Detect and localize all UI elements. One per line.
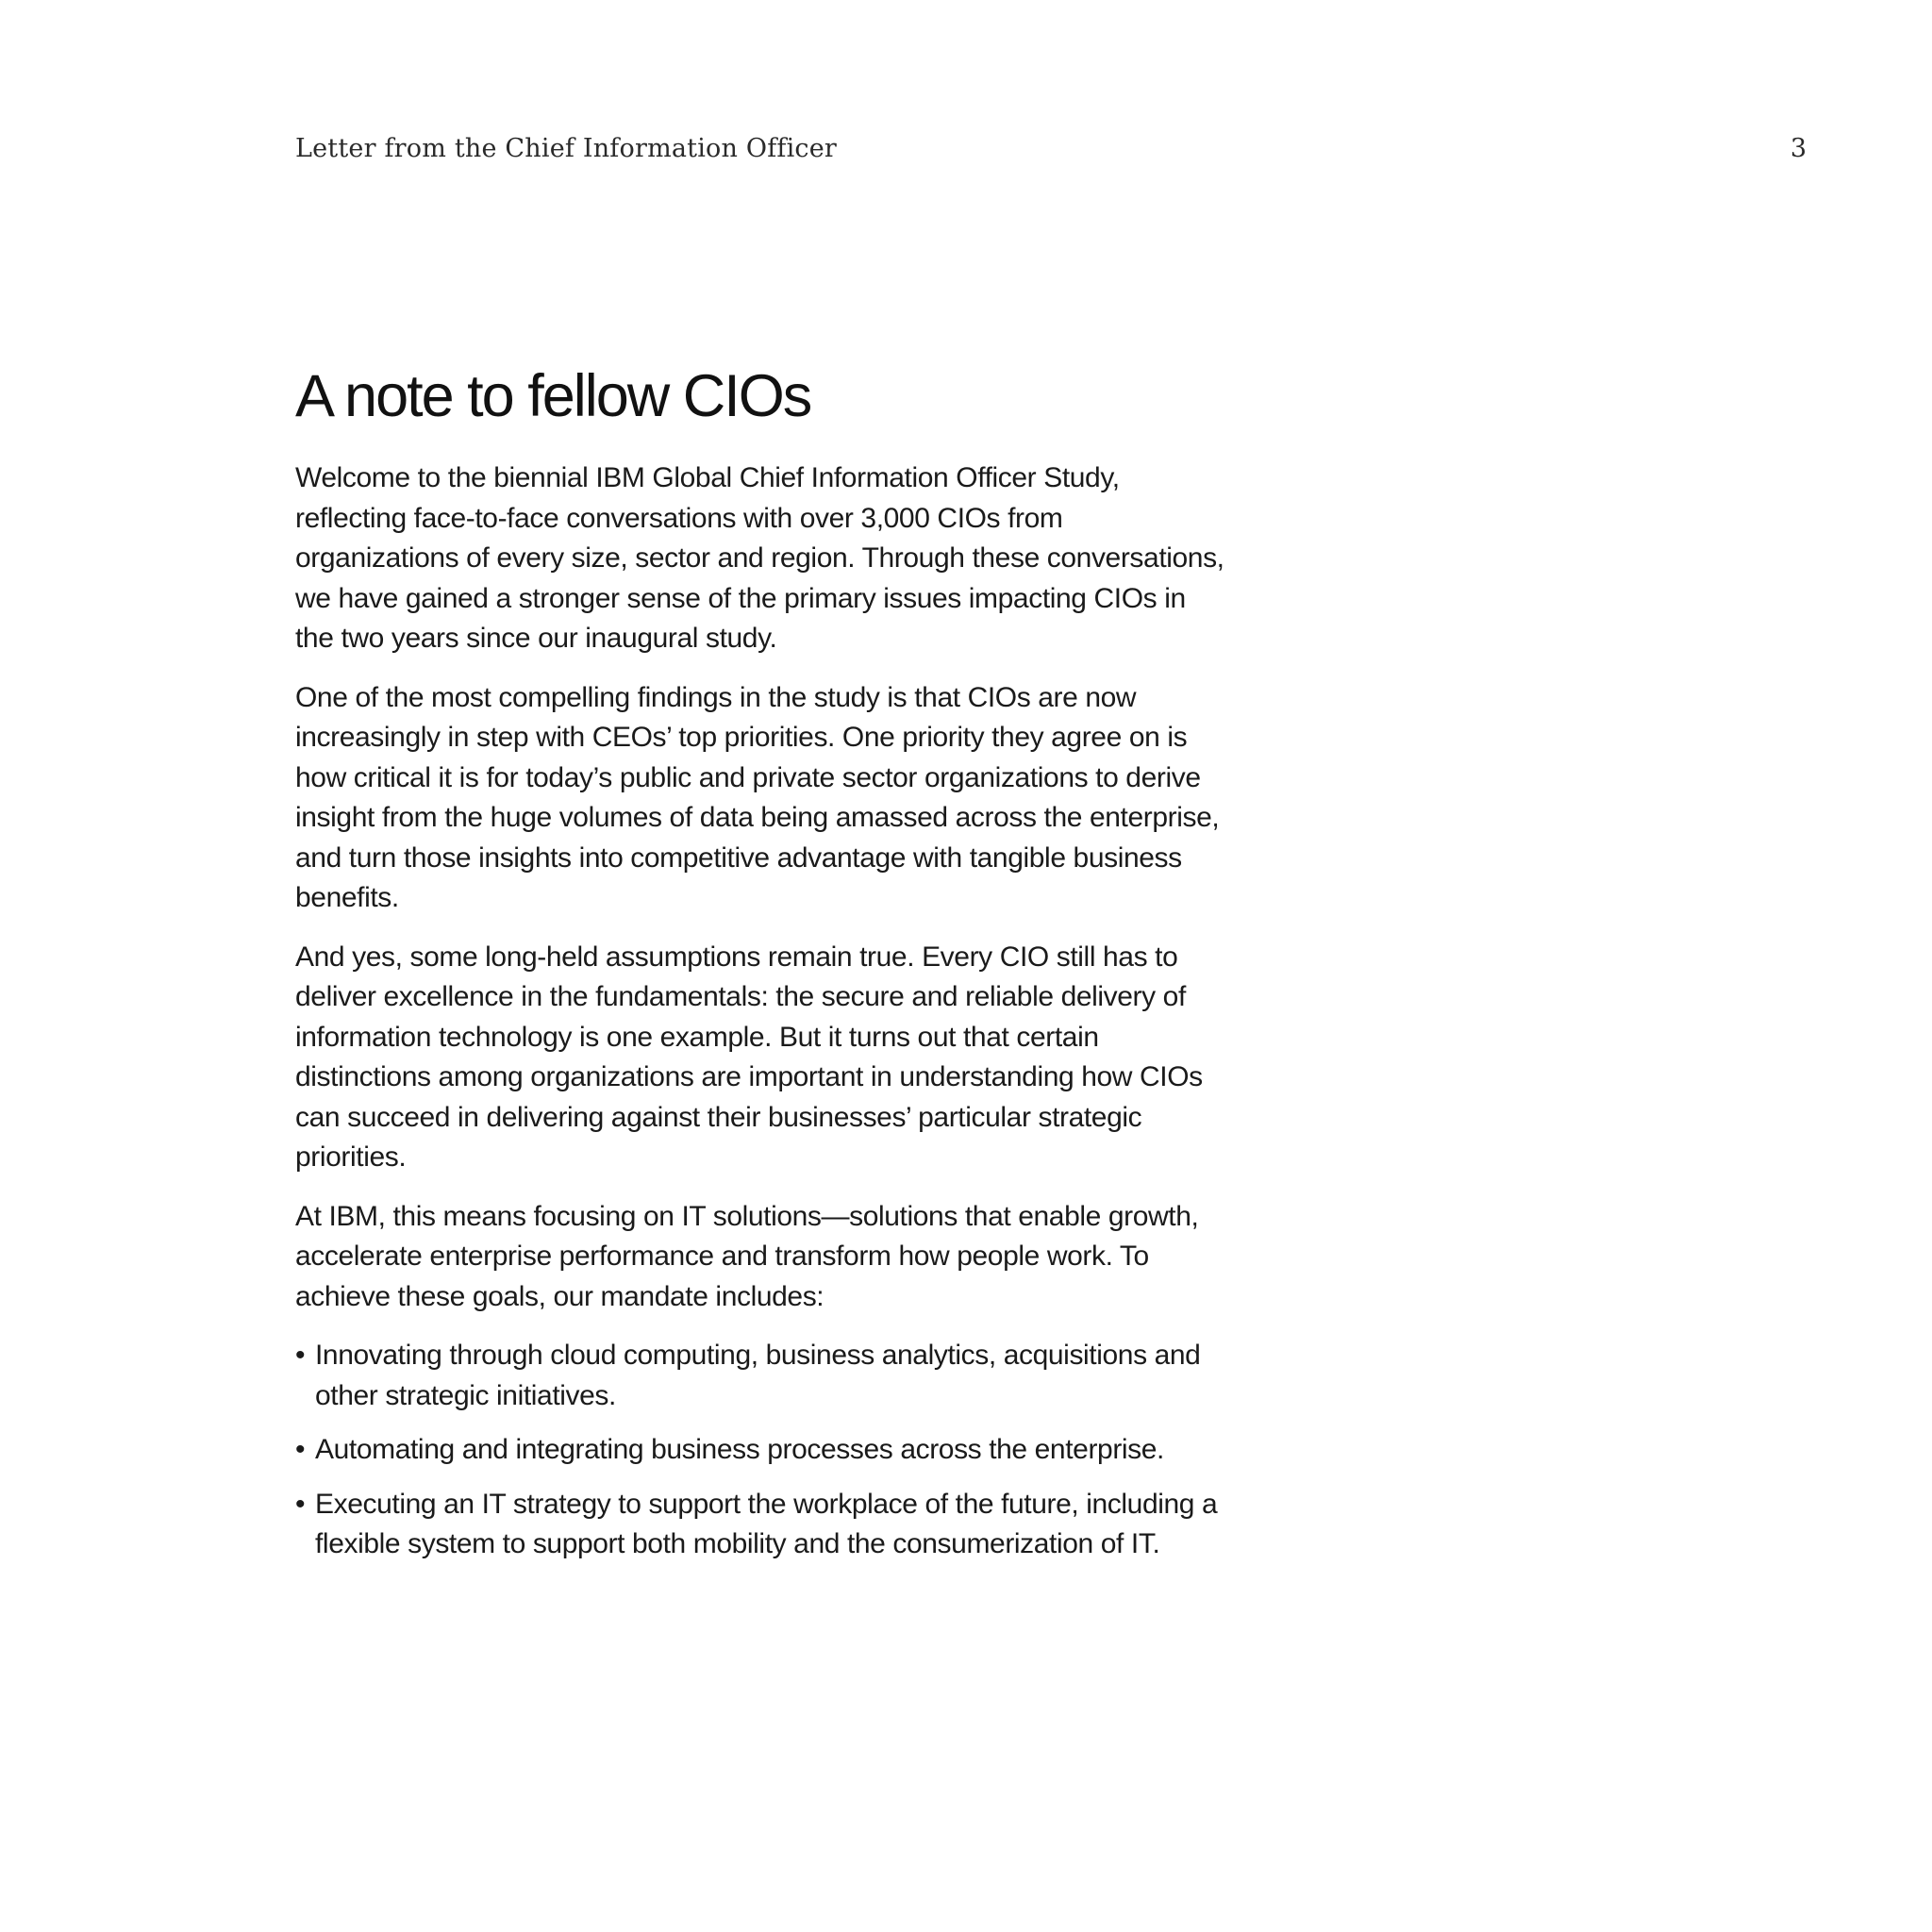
bullet-icon: • [295,1340,306,1371]
paragraph-2: One of the most compelling findings in the study is that CIOs are now increasingly in step with CEOs’ top priorities. One priority they agree on is how critical it is for today’s public and private sector organizations to derive insight from the huge volumes of data being amassed across the enterprise, and turn those insights into competitive advantage with tangible business benefits. [295,681,1220,913]
list-item [295,1430,1229,1471]
bullet-icon: • [295,1488,306,1520]
list-item-text: Automating and integrating business processes across the enterprise. [315,1434,1164,1465]
paragraph-1: Welcome to the biennial IBM Global Chief Information Officer Study, reflecting face-to-face conversations with over 3,000 CIOs from organizations of every size, sector and region. Through these conversations, we have gained a stronger sense of the primary issues impacting CIOs in the two years since our inaugural study. [295,462,1224,654]
paragraph-3: And yes, some long-held assumptions remain true. Every CIO still has to deliver excellence in the fundamentals: the secure and reliable delivery of information technology is one example. But it turns out that certain distinctions among organizations are important in understanding how CIOs can succeed in delivering against their businesses’ particular strategic priorities. [295,941,1203,1173]
page-number: 3 [1790,134,1807,163]
running-header: Letter from the Chief Information Officer [295,134,838,163]
list-item [295,1336,1229,1416]
list-item [295,1485,1229,1565]
article-body [295,360,1229,1579]
list-item-text: Innovating through cloud computing, business analytics, acquisitions and other strategic initiatives. [315,1340,1201,1411]
paragraph-4: At IBM, this means focusing on IT solutions—solutions that enable growth, accelerate enterprise performance and transform how people work. To achieve these goals, our mandate includes: [295,1200,1199,1312]
list-item-text: Executing an IT strategy to support the workplace of the future, including a flexible system to support both mobility and the consumerization of IT. [315,1488,1218,1559]
mandate-list [295,1336,1229,1565]
page-title: A note to fellow CIOs [295,363,811,429]
bullet-icon: • [295,1434,306,1465]
